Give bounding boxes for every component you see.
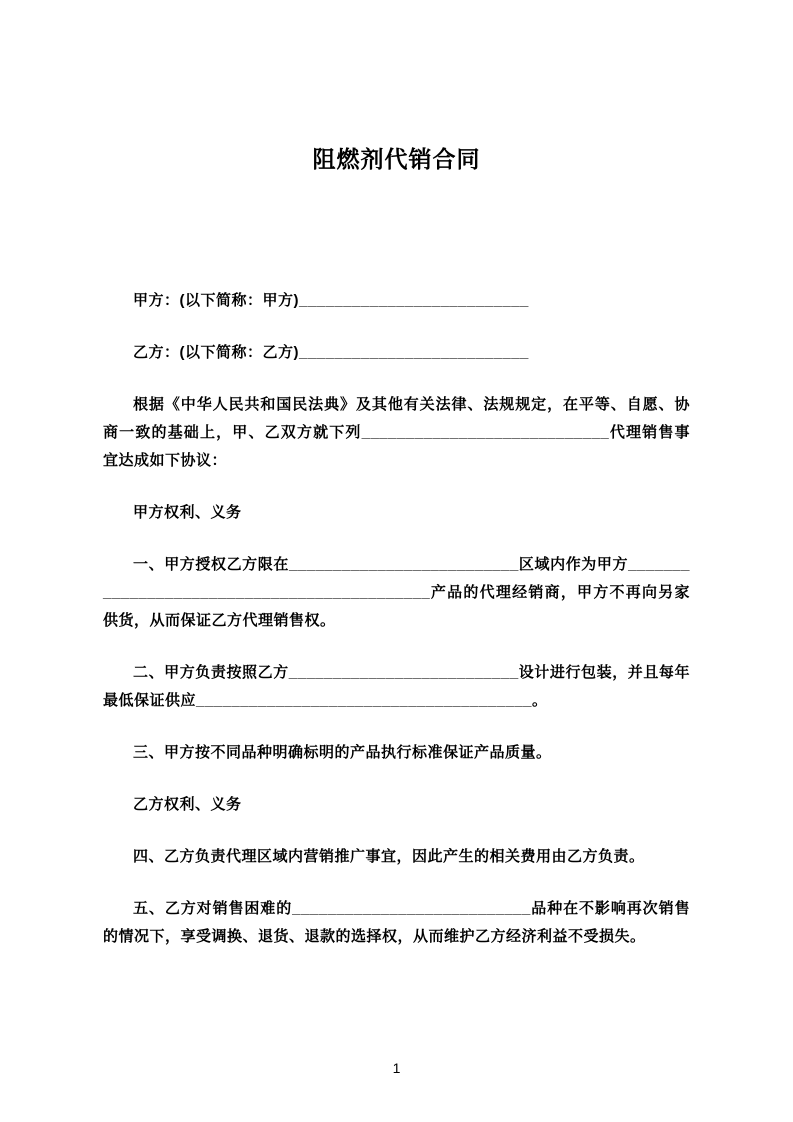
- paragraph-clause-3: 三、甲方按不同品种明确标明的产品执行标准保证产品质量。: [133, 744, 552, 761]
- document-title: 阻燃剂代销合同: [312, 146, 481, 172]
- paragraph-clause-2: 二、甲方负责按照乙方__________________________设计进行包装，并且每年最低保证供应______________________________________。: [103, 664, 690, 709]
- heading-party-a-rights: 甲方权利、义务: [133, 504, 242, 521]
- paragraph-clause-4: 四、乙方负责代理区域内营销推广事宜，因此产生的相关费用由乙方负责。: [133, 848, 645, 865]
- paragraph-clause-1: 一、甲方授权乙方限在__________________________区域内作为甲方____________________________________________产品的代理经销商，甲方不再向另家供货，从而保证乙方代理销售权。: [103, 556, 690, 629]
- paragraph-party-b: 乙方：(以下简称：乙方)__________________________: [133, 344, 529, 361]
- paragraph-clause-5: 五、乙方对销售困难的___________________________品种在不影响再次销售的情况下，享受调换、退货、退款的选择权，从而维护乙方经济利益不受损失。: [103, 900, 690, 945]
- page-number: 1: [392, 1060, 401, 1076]
- paragraph-party-a: 甲方：(以下简称：甲方)__________________________: [133, 292, 529, 309]
- heading-party-b-rights: 乙方权利、义务: [133, 796, 242, 813]
- paragraph-preamble: 根据《中华人民共和国民法典》及其他有关法律、法规规定，在平等、自愿、协商一致的基础上，甲、乙双方就下列____________________________代理销售事宜达成如下协议：: [103, 396, 690, 469]
